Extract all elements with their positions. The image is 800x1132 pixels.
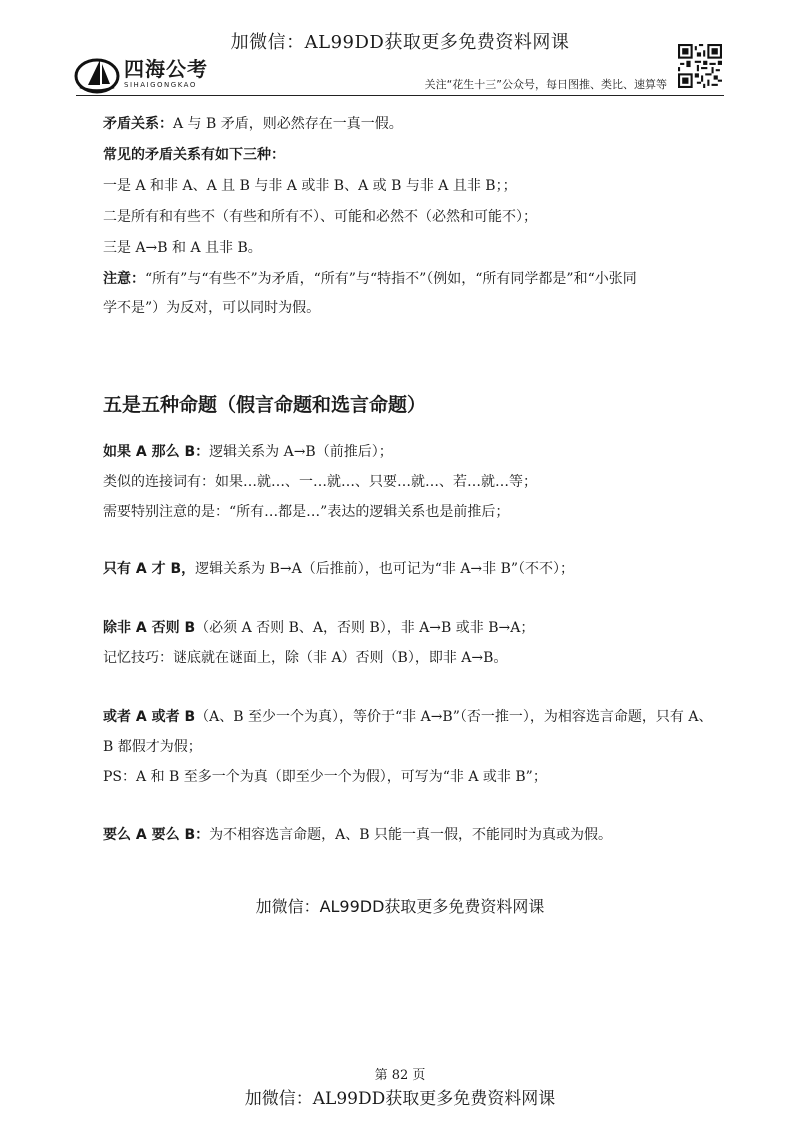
contradiction-item-2: 二是所有和有些不（有些和所有不）、可能和必然不（必然和可能不）； [103, 209, 537, 225]
logo [74, 52, 208, 96]
zhiyou-label: 只有 A 才 B， [103, 561, 196, 577]
contradiction-definition [103, 114, 403, 134]
contradiction-label: 矛盾关系： [103, 116, 173, 132]
ruguo-proposition [103, 442, 393, 462]
yaome-text: 为不相容选言命题，A、B 只能一真一假，不能同时为真或为假。 [209, 827, 612, 843]
footer-wechat-promo: 加微信：AL99DD获取更多免费资料网课 [244, 1089, 556, 1109]
similar-connectives: 类似的连接词有：如果…就…、一…就…、只要…就…、若…就…等； [103, 474, 537, 490]
chufei-text: （必须 A 否则 B、A，否则 B），非 A→B 或非 B→A； [195, 620, 535, 636]
chufei-label: 除非 A 否则 B [103, 620, 196, 636]
header-divider [76, 95, 724, 96]
contradiction-item-3: 三是 A→B 和 A 且非 B。 [103, 240, 262, 256]
common-contradictions-heading: 常见的矛盾关系有如下三种： [103, 147, 285, 163]
contradiction-item-1: 一是 A 和非 A、A 且 B 与非 A 或非 B、A 或 B 与非 A 且非 B；； [103, 178, 517, 194]
ruguo-label: 如果 A 那么 B： [103, 444, 210, 460]
zhiyou-proposition [103, 559, 574, 579]
note-line-1 [103, 269, 637, 289]
ps-note: PS：A 和 B 至多一个为真（即至少一个为假），可写为“非 A 或非 B”； [103, 769, 547, 785]
note-line-2: 学不是”）为反对，可以同时为假。 [103, 300, 321, 316]
yaome-label: 要么 A 要么 B： [103, 827, 210, 843]
header-wechat-promo: 加微信：AL99DD获取更多免费资料网课 [230, 32, 570, 53]
huozhe-proposition-line-2: B 都假才为假； [103, 739, 202, 755]
qr-code-icon [678, 44, 722, 88]
note-label: 注意： [103, 271, 145, 287]
huozhe-text-1: （A、B 至少一个为真），等价于“非 A→B”（否一推一），为相容选言命题，只有 A、 [195, 709, 713, 725]
chufei-proposition [103, 618, 534, 638]
ruguo-text: 逻辑关系为 A→B（前推后）； [209, 444, 393, 460]
follow-wechat-account-text: 关注“花生十三”公众号，每日图推、类比、速算等 [424, 78, 667, 91]
logo-chinese-name: 四海公考 [124, 57, 208, 81]
mid-wechat-promo: 加微信：AL99DD获取更多免费资料网课 [255, 897, 545, 916]
huozhe-proposition-line-1 [103, 707, 712, 727]
zhiyou-text: 逻辑关系为 B→A（后推前），也可记为“非 A→非 B”（不不）； [195, 561, 575, 577]
page-number: 第 82 页 [374, 1068, 426, 1083]
huozhe-label: 或者 A 或者 B [103, 709, 196, 725]
special-note: 需要特别注意的是：“所有…都是…”表达的逻辑关系也是前推后； [103, 504, 510, 520]
memory-tip: 记忆技巧：谜底就在谜面上，除（非 A）否则（B），即非 A→B。 [103, 650, 508, 666]
sailboat-logo-icon [74, 54, 120, 94]
logo-english-name: SIHAIGONGKAO [124, 81, 197, 89]
section-title: 五是五种命题（假言命题和选言命题） [103, 394, 427, 416]
contradiction-text: A 与 B 矛盾，则必然存在一真一假。 [173, 116, 403, 132]
yaome-proposition [103, 825, 612, 845]
note-text-1: “所有”与“有些不”为矛盾，“所有”与“特指不”（例如，“所有同学都是”和“小张同 [145, 271, 637, 287]
